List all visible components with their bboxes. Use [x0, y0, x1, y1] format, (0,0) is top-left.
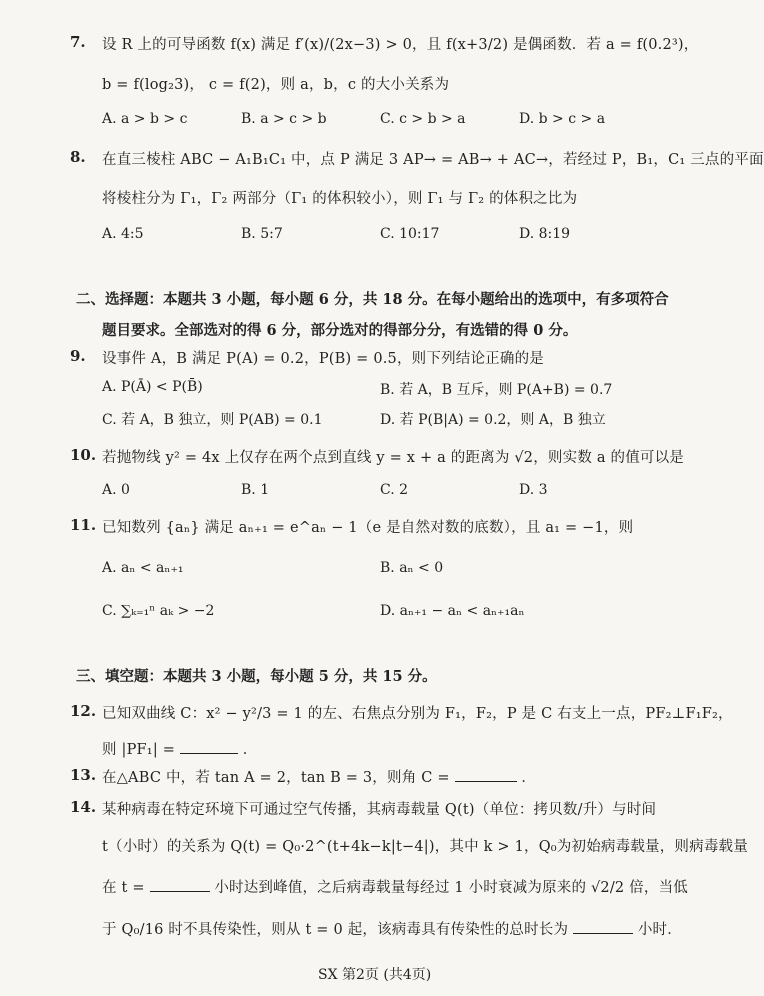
question-8-option-c: C. 10:17 [380, 226, 440, 242]
question-10-stem: 若抛物线 y² = 4x 上仅存在两个点到直线 y = x + a 的距离为 √2，则实数 a 的值可以是 [102, 450, 684, 466]
page-footer: SX 第2页 (共4页) [318, 967, 432, 983]
question-10-option-c: C. 2 [380, 482, 409, 498]
question-13-prefix: 在△ABC 中，若 tan A = 2，tan B = 3，则角 C = [102, 770, 450, 786]
question-11-option-b: B. aₙ < 0 [380, 560, 444, 576]
question-8-number: 8. [70, 148, 86, 166]
question-12-line2-suffix: ． [242, 742, 258, 758]
question-9-number: 9. [70, 347, 86, 365]
question-12-line2-prefix: 则 |PF₁| = [102, 742, 176, 758]
question-12-line1: 已知双曲线 C：x² − y²/3 = 1 的左、右焦点分别为 F₁，F₂，P 是 C 右支上一点，PF₂⊥F₁F₂， [102, 706, 733, 722]
question-8-option-d: D. 8:19 [519, 226, 571, 242]
question-10-option-a: A. 0 [102, 482, 130, 498]
question-7-line2: b = f(log₂3)， c = f(2)，则 a，b，c 的大小关系为 [102, 77, 450, 93]
question-7-option-b: B. a > c > b [241, 111, 327, 127]
question-11-option-c: C. ∑ₖ₌₁ⁿ aₖ > −2 [102, 603, 215, 619]
question-9-option-a: A. P(Ā) < P(B̄) [102, 379, 203, 395]
question-7-line1: 设 R 上的可导函数 f(x) 满足 f′(x)/(2x−3) > 0，且 f(x+3/2) 是偶函数．若 a = f(0.2³)， [102, 37, 699, 53]
question-13-answer-blank[interactable] [455, 767, 517, 782]
question-10-number: 10. [70, 446, 97, 464]
section-3-heading: 三、填空题：本题共 3 小题，每小题 5 分，共 15 分。 [76, 668, 437, 685]
question-14-duration-blank[interactable] [573, 919, 633, 934]
question-7-option-d: D. b > c > a [519, 111, 606, 127]
question-14-number: 14. [70, 798, 97, 816]
question-7-option-a: A. a > b > c [102, 111, 188, 127]
question-14-line4-prefix: 于 Q₀/16 时不具传染性，则从 t = 0 起，该病毒具有传染性的总时长为 [102, 922, 569, 938]
question-9-stem: 设事件 A，B 满足 P(A) = 0.2，P(B) = 0.5，则下列结论正确的是 [102, 351, 544, 367]
question-8-option-b: B. 5:7 [241, 226, 283, 242]
question-14-line3-suffix: 小时达到峰值，之后病毒载量每经过 1 小时衰减为原来的 √2/2 倍，当低 [214, 880, 688, 896]
question-14-peak-time-blank[interactable] [150, 877, 210, 892]
section-2-heading-line1: 二、选择题：本题共 3 小题，每小题 6 分，共 18 分。在每小题给出的选项中，有多项符合 [76, 291, 669, 308]
question-14-line3 [102, 876, 688, 897]
question-13-number: 13. [70, 766, 97, 784]
question-13-line [102, 766, 536, 787]
question-13-suffix: ． [521, 770, 537, 786]
question-14-line4 [102, 918, 682, 939]
question-14-line4-suffix: 小时． [637, 922, 682, 938]
question-14-line2: t（小时）的关系为 Q(t) = Q₀·2^(t+4k−k|t−4|)，其中 k > 1，Q₀为初始病毒载量，则病毒载量 [102, 839, 748, 855]
question-8-option-a: A. 4:5 [102, 226, 144, 242]
question-12-answer-blank[interactable] [180, 739, 238, 754]
question-11-option-a: A. aₙ < aₙ₊₁ [102, 560, 184, 576]
question-8-line1: 在直三棱柱 ABC − A₁B₁C₁ 中，点 P 满足 3 AP→ = AB→ + AC→，若经过 P，B₁，C₁ 三点的平面 [102, 152, 764, 168]
question-12-number: 12. [70, 702, 97, 720]
question-11-number: 11. [70, 516, 97, 534]
question-9-option-c: C. 若 A，B 独立，则 P(AB) = 0.1 [102, 412, 323, 428]
question-7-option-c: C. c > b > a [380, 111, 466, 127]
question-7-number: 7. [70, 33, 86, 51]
question-10-option-b: B. 1 [241, 482, 270, 498]
question-8-line2: 将棱柱分为 Γ₁，Γ₂ 两部分（Γ₁ 的体积较小），则 Γ₁ 与 Γ₂ 的体积之比为 [102, 191, 578, 207]
question-12-line2 [102, 738, 257, 759]
question-11-option-d: D. aₙ₊₁ − aₙ < aₙ₊₁aₙ [380, 603, 525, 619]
question-14-line1: 某种病毒在特定环境下可通过空气传播，其病毒载量 Q(t)（单位：拷贝数/升）与时间 [102, 802, 657, 818]
question-9-option-d: D. 若 P(B|A) = 0.2，则 A，B 独立 [380, 412, 606, 428]
section-2-heading-line2: 题目要求。全部选对的得 6 分，部分选对的得部分分，有选错的得 0 分。 [102, 322, 578, 339]
question-14-line3-prefix: 在 t = [102, 880, 145, 896]
question-11-stem: 已知数列 {aₙ} 满足 aₙ₊₁ = e^aₙ − 1（e 是自然对数的底数），且 a₁ = −1，则 [102, 520, 634, 536]
question-9-option-b: B. 若 A，B 互斥，则 P(A+B) = 0.7 [380, 382, 613, 398]
question-10-option-d: D. 3 [519, 482, 548, 498]
